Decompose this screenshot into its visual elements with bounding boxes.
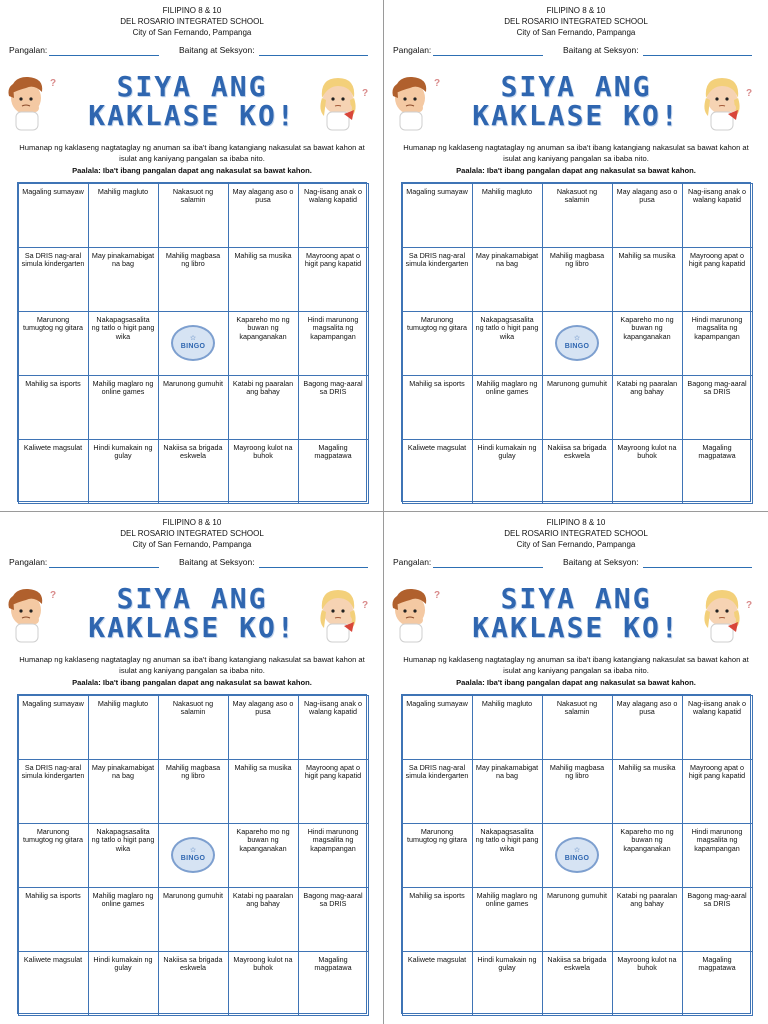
grid-cell[interactable] <box>542 439 613 504</box>
bingo-label: BINGO <box>564 343 590 350</box>
grid-cell[interactable] <box>228 695 299 760</box>
grid-cell-label: Nakasuot ng salamin <box>556 698 598 717</box>
grid-cell-label: Kapareho mo ng buwan ng kapanganakan <box>236 314 290 341</box>
star-icon: ☆ <box>573 847 581 854</box>
worksheet-title-line1: SIYA ANG <box>500 70 652 103</box>
bingo-label: BINGO <box>180 343 206 350</box>
grid-cell[interactable] <box>18 439 89 504</box>
grid-cell[interactable] <box>298 375 369 440</box>
grid-cell[interactable] <box>18 311 89 376</box>
grid-cell-label: Mahilig magbasa ng libro <box>549 250 605 269</box>
grid-cell-label: May alagang aso o pusa <box>232 186 294 205</box>
grid-cell-label: Kaliwete magsulat <box>23 954 83 964</box>
grid-cell-label: Magaling sumayaw <box>22 186 84 196</box>
grid-cell[interactable] <box>612 247 683 312</box>
grid-cell-label: Hindi marunong magsalita ng kapampangan <box>691 314 743 341</box>
school-name: DEL ROSARIO INTEGRATED SCHOOL <box>120 529 264 538</box>
grid-cell-label: Magaling sumayaw <box>406 186 468 196</box>
question-mark: ? <box>50 590 57 601</box>
grid-cell[interactable] <box>228 759 299 824</box>
grid-cell[interactable] <box>298 823 369 888</box>
school-location: City of San Fernando, Pampanga <box>516 540 636 549</box>
grid-cell[interactable] <box>542 247 613 312</box>
grid-cell[interactable] <box>682 759 753 824</box>
grid-cell-label: May pinakamabigat na bag <box>91 250 155 269</box>
grid-cell-label: Mayroong apat o higit pang kapatid <box>304 250 362 269</box>
worksheet-title-line1: SIYA ANG <box>500 582 652 615</box>
grid-cell-label: May pinakamabigat na bag <box>91 762 155 781</box>
school-location: City of San Fernando, Pampanga <box>516 28 636 37</box>
grid-cell-label: Nakiisa sa brigada eskwela <box>547 954 607 973</box>
question-mark: ? <box>434 590 441 601</box>
grid-cell[interactable] <box>402 823 473 888</box>
grid-cell[interactable] <box>402 759 473 824</box>
grid-cell-label: Sa DRIS nag-aral simula kindergarten <box>405 762 469 781</box>
grid-cell[interactable] <box>612 375 683 440</box>
grid-cell[interactable] <box>158 695 229 760</box>
grid-cell-label: Hindi marunong magsalita ng kapampangan <box>307 314 359 341</box>
school-name: DEL ROSARIO INTEGRATED SCHOOL <box>120 17 264 26</box>
grid-cell-label: May alagang aso o pusa <box>616 698 678 717</box>
grade-section-label: Baitang at Seksyon: <box>179 557 255 567</box>
name-field[interactable] <box>433 55 543 56</box>
grid-cell-label: Mayroong apat o higit pang kapatid <box>688 250 746 269</box>
grid-cell[interactable] <box>612 759 683 824</box>
grid-cell[interactable] <box>682 823 753 888</box>
grid-cell[interactable] <box>158 439 229 504</box>
grid-cell-label: Hindi marunong magsalita ng kapampangan <box>307 826 359 853</box>
grid-cell[interactable] <box>18 951 89 1016</box>
bingo-free-cell[interactable] <box>158 311 229 376</box>
grid-cell-label: Sa DRIS nag-aral simula kindergarten <box>21 250 85 269</box>
grid-cell[interactable] <box>402 887 473 952</box>
grid-cell[interactable] <box>472 823 543 888</box>
grid-cell[interactable] <box>682 951 753 1016</box>
star-icon: ☆ <box>573 335 581 342</box>
reminder: Paalala: Iba't ibang pangalan dapat ang nakasulat sa bawat kahon. <box>72 678 312 687</box>
bingo-free-cell[interactable] <box>542 311 613 376</box>
grid-cell-label: Mahilig sa isports <box>25 378 81 388</box>
grid-cell-label: Mahilig sa musika <box>234 762 292 772</box>
grid-cell[interactable] <box>682 311 753 376</box>
grid-cell[interactable] <box>542 695 613 760</box>
grid-cell-label: Hindi marunong magsalita ng kapampangan <box>691 826 743 853</box>
grid-cell[interactable] <box>402 247 473 312</box>
grid-cell-label: Mahilig magluto <box>97 186 149 196</box>
name-label: Pangalan: <box>393 45 432 55</box>
grid-cell-label: Bagong mag-aaral sa DRIS <box>303 378 363 397</box>
grid-cell[interactable] <box>472 695 543 760</box>
grid-cell-label: Nakasuot ng salamin <box>556 186 598 205</box>
name-label: Pangalan: <box>9 45 48 55</box>
name-field[interactable] <box>49 55 159 56</box>
name-field[interactable] <box>49 567 159 568</box>
grid-cell-label: Katabi ng paaralan ang bahay <box>616 378 678 397</box>
grid-cell-label: Nakapagsasalita ng tatlo o higit pang wika <box>91 314 155 341</box>
grid-cell-label: Mahilig sa musika <box>618 250 676 260</box>
subject-header: FILIPINO 8 & 10 <box>546 6 606 15</box>
grid-cell[interactable] <box>158 375 229 440</box>
worksheet-title-line2: KAKLASE KO! <box>88 611 296 644</box>
bingo-grid <box>17 694 367 1014</box>
worksheet-title-line1: SIYA ANG <box>116 70 268 103</box>
grid-cell[interactable] <box>88 759 159 824</box>
worksheet <box>384 0 768 512</box>
school-name: DEL ROSARIO INTEGRATED SCHOOL <box>504 529 648 538</box>
grid-cell-label: Marunong tumugtog ng gitara <box>23 826 83 845</box>
grid-cell[interactable] <box>472 887 543 952</box>
grid-cell-label: Nakiisa sa brigada eskwela <box>163 954 223 973</box>
grid-cell[interactable] <box>88 247 159 312</box>
grid-cell-label: Mahilig sa isports <box>25 890 81 900</box>
school-location: City of San Fernando, Pampanga <box>132 28 252 37</box>
grid-cell-label: Mayroong apat o higit pang kapatid <box>304 762 362 781</box>
grid-cell[interactable] <box>228 439 299 504</box>
grid-cell[interactable] <box>542 375 613 440</box>
worksheet-title-line2: KAKLASE KO! <box>472 99 680 132</box>
bingo-badge-icon <box>171 325 215 361</box>
grid-cell[interactable] <box>682 695 753 760</box>
instructions: Humanap ng kaklaseng nagtataglay ng anuman sa iba't ibang katangiang nakasulat sa bawat kahon at isulat ang kaniyang pangalan sa ibaba nito. <box>19 655 365 675</box>
bingo-badge-icon <box>555 325 599 361</box>
grid-cell[interactable] <box>402 311 473 376</box>
grid-cell[interactable] <box>682 439 753 504</box>
grid-cell[interactable] <box>228 823 299 888</box>
grid-cell-label: Mahilig maglaro ng online games <box>476 890 538 909</box>
star-icon: ☆ <box>189 335 197 342</box>
bingo-label: BINGO <box>564 855 590 862</box>
grid-cell-label: Mahilig sa musika <box>618 762 676 772</box>
name-field[interactable] <box>433 567 543 568</box>
grid-cell-label: Nakapagsasalita ng tatlo o higit pang wika <box>91 826 155 853</box>
grid-cell-label: Marunong tumugtog ng gitara <box>407 826 467 845</box>
grid-cell[interactable] <box>542 183 613 248</box>
grid-cell[interactable] <box>298 247 369 312</box>
bingo-grid <box>401 694 751 1014</box>
grid-cell-label: Marunong tumugtog ng gitara <box>407 314 467 333</box>
grid-cell[interactable] <box>228 183 299 248</box>
grid-cell-label: Nakapagsasalita ng tatlo o higit pang wika <box>475 314 539 341</box>
grid-cell-label: Nag-iisang anak o walang kapatid <box>304 698 362 717</box>
grid-cell-label: Marunong gumuhit <box>547 890 607 900</box>
grid-cell-label: Magaling magpatawa <box>698 442 736 461</box>
grid-cell-label: Sa DRIS nag-aral simula kindergarten <box>405 250 469 269</box>
grid-cell[interactable] <box>158 951 229 1016</box>
grid-cell-label: Nakasuot ng salamin <box>172 186 214 205</box>
grid-cell[interactable] <box>88 375 159 440</box>
grid-cell-label: Sa DRIS nag-aral simula kindergarten <box>21 762 85 781</box>
grid-cell-label: Nakiisa sa brigada eskwela <box>547 442 607 461</box>
grid-cell-label: Nag-iisang anak o walang kapatid <box>688 186 746 205</box>
instructions: Humanap ng kaklaseng nagtataglay ng anuman sa iba't ibang katangiang nakasulat sa bawat kahon at isulat ang kaniyang pangalan sa ibaba nito. <box>403 143 749 163</box>
grid-cell-label: Bagong mag-aaral sa DRIS <box>687 890 747 909</box>
grid-cell[interactable] <box>472 759 543 824</box>
grid-cell-label: Mahilig magbasa ng libro <box>165 762 221 781</box>
grid-cell[interactable] <box>18 695 89 760</box>
school-name: DEL ROSARIO INTEGRATED SCHOOL <box>504 17 648 26</box>
grid-cell[interactable] <box>612 887 683 952</box>
bingo-badge-icon <box>171 837 215 873</box>
grid-cell[interactable] <box>298 759 369 824</box>
grid-cell[interactable] <box>88 695 159 760</box>
subject-header: FILIPINO 8 & 10 <box>546 518 606 527</box>
grid-cell-label: Nakiisa sa brigada eskwela <box>163 442 223 461</box>
grid-cell[interactable] <box>298 695 369 760</box>
grid-cell[interactable] <box>682 183 753 248</box>
grid-cell[interactable] <box>542 887 613 952</box>
grid-cell-label: May pinakamabigat na bag <box>475 250 539 269</box>
grid-cell[interactable] <box>472 439 543 504</box>
grade-section-label: Baitang at Seksyon: <box>563 557 639 567</box>
grid-cell-label: May alagang aso o pusa <box>616 186 678 205</box>
name-label: Pangalan: <box>393 557 432 567</box>
worksheet <box>0 0 384 512</box>
grid-cell-label: May pinakamabigat na bag <box>475 762 539 781</box>
grid-cell[interactable] <box>402 375 473 440</box>
grid-cell[interactable] <box>612 439 683 504</box>
grid-cell-label: Mahilig magluto <box>481 698 533 708</box>
grid-cell[interactable] <box>472 375 543 440</box>
grid-cell-label: Kaliwete magsulat <box>407 442 467 452</box>
question-mark: ? <box>746 600 753 611</box>
grid-cell[interactable] <box>88 439 159 504</box>
grid-cell-label: Nag-iisang anak o walang kapatid <box>688 698 746 717</box>
grid-cell[interactable] <box>18 887 89 952</box>
grid-cell[interactable] <box>472 183 543 248</box>
grid-cell[interactable] <box>158 887 229 952</box>
grid-cell[interactable] <box>88 887 159 952</box>
grid-cell[interactable] <box>298 951 369 1016</box>
grid-cell[interactable] <box>682 247 753 312</box>
question-mark: ? <box>362 88 369 99</box>
grid-cell-label: Magaling sumayaw <box>22 698 84 708</box>
grid-cell-label: Kaliwete magsulat <box>23 442 83 452</box>
grid-cell-label: Bagong mag-aaral sa DRIS <box>303 890 363 909</box>
grid-cell[interactable] <box>18 183 89 248</box>
question-mark: ? <box>362 600 369 611</box>
grid-cell[interactable] <box>228 887 299 952</box>
grid-cell-label: Magaling magpatawa <box>698 954 736 973</box>
grid-cell[interactable] <box>472 951 543 1016</box>
grid-cell-label: Kapareho mo ng buwan ng kapanganakan <box>620 826 674 853</box>
grid-cell[interactable] <box>18 247 89 312</box>
grid-cell-label: Mahilig sa musika <box>234 250 292 260</box>
grid-cell-label: Marunong tumugtog ng gitara <box>23 314 83 333</box>
star-icon: ☆ <box>189 847 197 854</box>
grid-cell[interactable] <box>158 759 229 824</box>
grade-section-label: Baitang at Seksyon: <box>563 45 639 55</box>
grid-cell-label: Bagong mag-aaral sa DRIS <box>687 378 747 397</box>
grid-cell[interactable] <box>298 887 369 952</box>
grid-cell[interactable] <box>88 823 159 888</box>
grid-cell-label: Marunong gumuhit <box>163 378 223 388</box>
grid-cell-label: Katabi ng paaralan ang bahay <box>616 890 678 909</box>
grid-cell-label: Mayroong kulot na buhok <box>233 954 293 973</box>
bingo-label: BINGO <box>180 855 206 862</box>
grade-section-field[interactable] <box>643 55 752 56</box>
grid-cell[interactable] <box>682 375 753 440</box>
grid-cell[interactable] <box>402 695 473 760</box>
grid-cell[interactable] <box>88 183 159 248</box>
grid-cell-label: Nag-iisang anak o walang kapatid <box>304 186 362 205</box>
grid-cell-label: Kaliwete magsulat <box>407 954 467 964</box>
grid-cell-label: Marunong gumuhit <box>163 890 223 900</box>
grid-cell-label: Kapareho mo ng buwan ng kapanganakan <box>620 314 674 341</box>
question-mark: ? <box>434 78 441 89</box>
reminder: Paalala: Iba't ibang pangalan dapat ang nakasulat sa bawat kahon. <box>72 166 312 175</box>
worksheet-title-line2: KAKLASE KO! <box>472 611 680 644</box>
grid-cell[interactable] <box>612 823 683 888</box>
worksheet-title-line2: KAKLASE KO! <box>88 99 296 132</box>
grid-cell-label: Mahilig magbasa ng libro <box>165 250 221 269</box>
grid-cell-label: Mayroong apat o higit pang kapatid <box>688 762 746 781</box>
grid-cell-label: Mahilig sa isports <box>409 378 465 388</box>
reminder: Paalala: Iba't ibang pangalan dapat ang nakasulat sa bawat kahon. <box>456 678 696 687</box>
grid-cell[interactable] <box>472 311 543 376</box>
grid-cell[interactable] <box>298 439 369 504</box>
grid-cell-label: Mahilig maglaro ng online games <box>476 378 538 397</box>
grid-cell[interactable] <box>88 951 159 1016</box>
worksheet-title-line1: SIYA ANG <box>116 582 268 615</box>
grid-cell-label: Mayroong kulot na buhok <box>617 442 677 461</box>
grid-cell[interactable] <box>158 183 229 248</box>
grid-cell-label: Magaling magpatawa <box>314 954 352 973</box>
grid-cell-label: May alagang aso o pusa <box>232 698 294 717</box>
grid-cell[interactable] <box>228 951 299 1016</box>
grid-cell-label: Katabi ng paaralan ang bahay <box>232 378 294 397</box>
grid-cell[interactable] <box>612 951 683 1016</box>
bingo-grid <box>401 182 751 502</box>
grid-cell[interactable] <box>402 951 473 1016</box>
name-label: Pangalan: <box>9 557 48 567</box>
grid-cell-label: Marunong gumuhit <box>547 378 607 388</box>
grid-cell[interactable] <box>228 247 299 312</box>
grid-cell[interactable] <box>88 311 159 376</box>
worksheet <box>384 512 768 1024</box>
grid-cell-label: Hindi kumakain ng gulay <box>93 954 153 973</box>
grid-cell[interactable] <box>612 311 683 376</box>
grid-cell-label: Magaling magpatawa <box>314 442 352 461</box>
grid-cell[interactable] <box>18 759 89 824</box>
grid-cell-label: Mahilig maglaro ng online games <box>92 890 154 909</box>
instructions: Humanap ng kaklaseng nagtataglay ng anuman sa iba't ibang katangiang nakasulat sa bawat kahon at isulat ang kaniyang pangalan sa ibaba nito. <box>19 143 365 163</box>
grid-cell[interactable] <box>542 951 613 1016</box>
question-mark: ? <box>50 78 57 89</box>
grade-section-label: Baitang at Seksyon: <box>179 45 255 55</box>
grid-cell[interactable] <box>228 311 299 376</box>
grid-cell[interactable] <box>18 375 89 440</box>
grid-cell-label: Hindi kumakain ng gulay <box>93 442 153 461</box>
grid-cell[interactable] <box>472 247 543 312</box>
grid-cell-label: Hindi kumakain ng gulay <box>477 954 537 973</box>
grid-cell[interactable] <box>612 183 683 248</box>
grade-section-field[interactable] <box>259 567 368 568</box>
grade-section-field[interactable] <box>259 55 368 56</box>
grid-cell-label: Nakapagsasalita ng tatlo o higit pang wika <box>475 826 539 853</box>
bingo-free-cell[interactable] <box>542 823 613 888</box>
instructions: Humanap ng kaklaseng nagtataglay ng anuman sa iba't ibang katangiang nakasulat sa bawat kahon at isulat ang kaniyang pangalan sa ibaba nito. <box>403 655 749 675</box>
grid-cell-label: Mahilig magluto <box>97 698 149 708</box>
grid-cell-label: Mayroong kulot na buhok <box>233 442 293 461</box>
grid-cell[interactable] <box>298 183 369 248</box>
school-location: City of San Fernando, Pampanga <box>132 540 252 549</box>
grid-cell[interactable] <box>228 375 299 440</box>
grid-cell-label: Mayroong kulot na buhok <box>617 954 677 973</box>
grid-cell-label: Mahilig magluto <box>481 186 533 196</box>
grid-cell-label: Mahilig magbasa ng libro <box>549 762 605 781</box>
grid-cell-label: Magaling sumayaw <box>406 698 468 708</box>
bingo-grid <box>17 182 367 502</box>
subject-header: FILIPINO 8 & 10 <box>162 6 222 15</box>
grid-cell[interactable] <box>158 247 229 312</box>
grid-cell-label: Mahilig maglaro ng online games <box>92 378 154 397</box>
grid-cell-label: Hindi kumakain ng gulay <box>477 442 537 461</box>
bingo-free-cell[interactable] <box>158 823 229 888</box>
subject-header: FILIPINO 8 & 10 <box>162 518 222 527</box>
grid-cell[interactable] <box>402 183 473 248</box>
bingo-badge-icon <box>555 837 599 873</box>
reminder: Paalala: Iba't ibang pangalan dapat ang nakasulat sa bawat kahon. <box>456 166 696 175</box>
grid-cell-label: Nakasuot ng salamin <box>172 698 214 717</box>
grid-cell[interactable] <box>298 311 369 376</box>
grid-cell[interactable] <box>682 887 753 952</box>
grid-cell[interactable] <box>542 759 613 824</box>
grid-cell-label: Mahilig sa isports <box>409 890 465 900</box>
grid-cell[interactable] <box>612 695 683 760</box>
question-mark: ? <box>746 88 753 99</box>
grade-section-field[interactable] <box>643 567 752 568</box>
grid-cell[interactable] <box>18 823 89 888</box>
grid-cell-label: Katabi ng paaralan ang bahay <box>232 890 294 909</box>
worksheet <box>0 512 384 1024</box>
grid-cell-label: Kapareho mo ng buwan ng kapanganakan <box>236 826 290 853</box>
grid-cell[interactable] <box>402 439 473 504</box>
